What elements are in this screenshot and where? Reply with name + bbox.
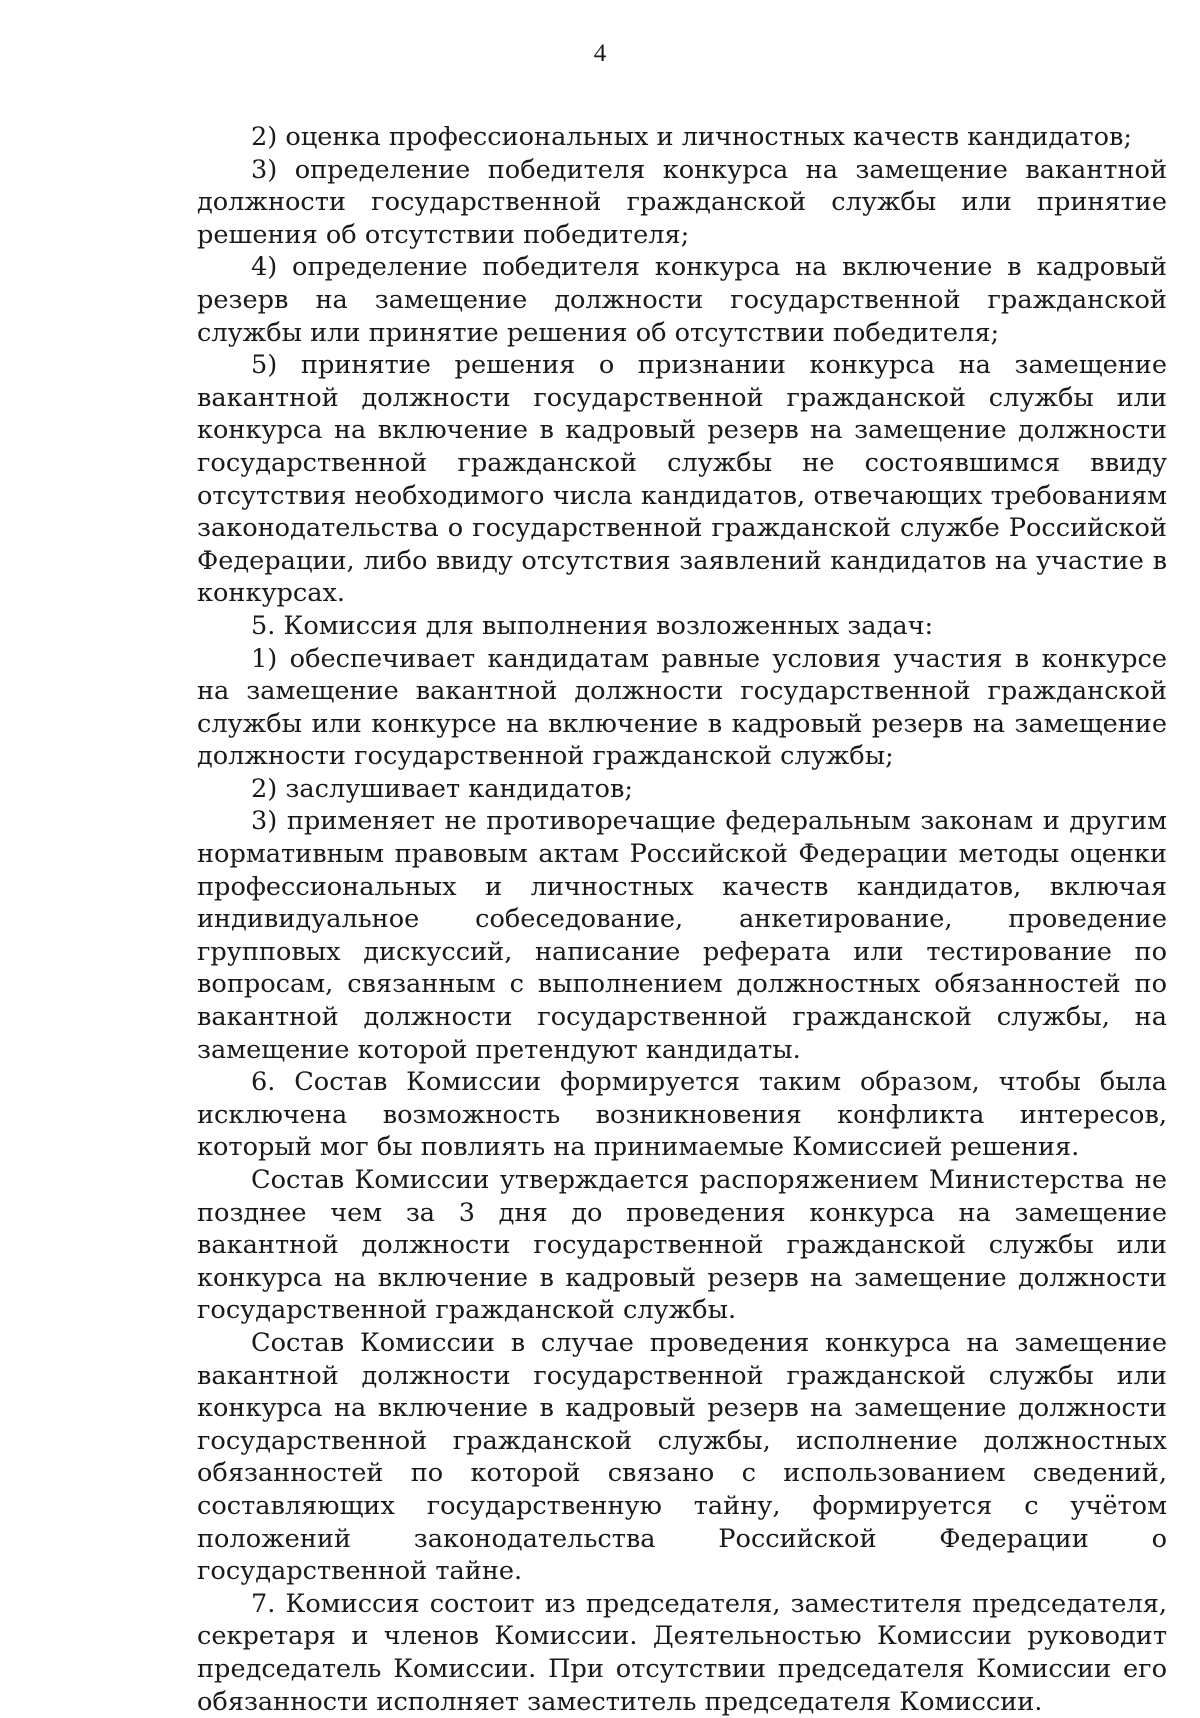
paragraph-section-7-structure: 7. Комиссия состоит из председателя, заместителя председателя, секретаря и членов Комиссии. Деятельностью Комиссии руководит председатель Комиссии. При отсутствии председателя Комиссии его обязанности исполняет заместитель председателя Комиссии.	[197, 1588, 1167, 1717]
document-body	[197, 121, 1167, 1718]
paragraph-item-3-winner-vacancy: 3) определение победителя конкурса на замещение вакантной должности государственной гражданской службы или принятие решения об отсутствии победителя;	[197, 154, 1167, 250]
paragraph-section-6-composition: 6. Состав Комиссии формируется таким образом, чтобы была исключена возможность возникновения конфликта интересов, который мог бы повлиять на принимаемые Комиссией решения.	[197, 1067, 1167, 1163]
paragraph-item-2-evaluation: 2) оценка профессиональных и личностных качеств кандидатов;	[251, 122, 1133, 152]
paragraph-item-4-winner-reserve: 4) определение победителя конкурса на включение в кадровый резерв на замещение должности государственной гражданской службы или принятие решения об отсутствии победителя;	[197, 252, 1167, 348]
paragraph-duty-2-hear-candidates: 2) заслушивает кандидатов;	[251, 773, 633, 804]
paragraph-composition-approval: Состав Комиссии утверждается распоряжением Министерства не позднее чем за 3 дня до проведения конкурса на замещение вакантной должности государственной гражданской службы или конкурса на включение в кадровый резерв на замещение должности государственной гражданской службы.	[197, 1165, 1167, 1326]
paragraph-duty-3-assessment-methods: 3) применяет не противоречащие федеральным законам и другим нормативным правовым актам Российской Федерации методы оценки профессиональных и личностных качеств кандидатов, включая индивидуальное собеседование, анкетирование, проведение групповых дискуссий, написание реферата или тестирование по вопросам, связанным с выполнением должностных обязанностей по вакантной должности государственной гражданской службы, на замещение которой претендуют кандидаты.	[197, 806, 1167, 1065]
paragraph-item-5-contest-failed: 5) принятие решения о признании конкурса на замещение вакантной должности государственной гражданской службы или конкурса на включение в кадровый резерв на замещение должности государственной гражданской службы не состоявшимся ввиду отсутствия необходимого числа кандидатов, отвечающих требованиям законодательства о государственной гражданской службе Российской Федерации, либо ввиду отсутствия заявлений кандидатов на участие в конкурсах.	[197, 350, 1167, 609]
page-number: 4	[593, 40, 607, 67]
paragraph-section-5-heading: 5. Комиссия для выполнения возложенных задач:	[251, 610, 934, 641]
paragraph-composition-state-secret: Состав Комиссии в случае проведения конкурса на замещение вакантной должности государственной гражданской службы или конкурса на включение в кадровый резерв на замещение должности государственной гражданской службы, исполнение должностных обязанностей по которой связано с использованием сведений, составляющих государственную тайну, формируется с учётом положений законодательства Российской Федерации о государственной тайне.	[197, 1327, 1167, 1587]
paragraph-duty-1-equal-conditions: 1) обеспечивает кандидатам равные условия участия в конкурсе на замещение вакантной должности государственной гражданской службы или конкурсе на включение в кадровый резерв на замещение должности государственной гражданской службы;	[197, 643, 1167, 772]
